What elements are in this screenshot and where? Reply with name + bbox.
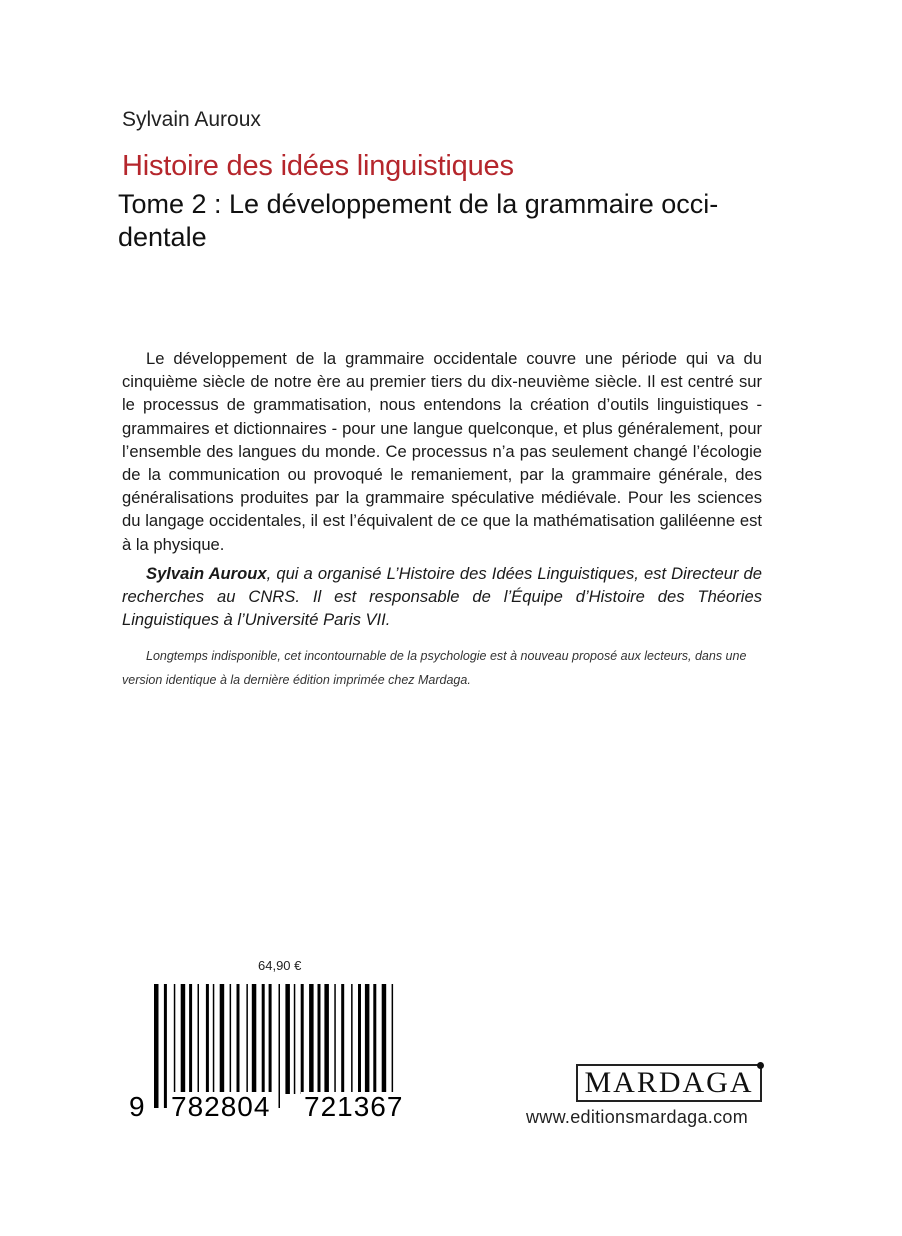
barcode-digits: [126, 1092, 422, 1124]
barcode-bar: [358, 984, 361, 1094]
barcode-bar: [373, 984, 376, 1094]
barcode-bar: [279, 984, 281, 1108]
barcode-bar: [246, 984, 248, 1094]
barcode-left-group: 782804: [168, 1092, 273, 1122]
summary-paragraph: Le développement de la grammaire occidentale couvre une période qui va du cinquième siècle de notre ère au premier tiers du dix-neuvième siècle. Il est centré sur le processus de grammatisation, nous entendons la création d’outils linguistiques - grammaires et dictionnaires - pour une langue quelconque, et plus généralement, pour l’ensemble des langues du monde. Ce processus n’a pas seulement changé l’écologie de la communication ou provoqué le remaniement, par la grammaire générale, des généralisations produites par la grammaire spéculative médiévale. Pour les sciences du langage occidentales, il est l’équivalent de ce que la mathématisation galiléenne est à la physique.: [122, 349, 762, 554]
barcode-bar: [174, 984, 176, 1094]
book-subtitle: Tome 2 : Le développement de la grammaire occi-dentale: [118, 189, 719, 252]
edition-note-text: Longtemps indisponible, cet incontournable de la psychologie est à nouveau proposé aux lecteurs, dans une version identique à la dernière édition imprimée chez Mardaga.: [122, 649, 747, 687]
barcode-bar: [154, 984, 159, 1108]
price-label: 64,90 €: [258, 958, 302, 973]
publisher-logo: [576, 1064, 762, 1102]
barcode-bar: [285, 984, 290, 1094]
barcode-bar: [220, 984, 225, 1094]
barcode-bar: [252, 984, 256, 1094]
author-name: Sylvain Auroux: [122, 108, 261, 131]
barcode-bar: [262, 984, 265, 1094]
barcode-bar: [164, 984, 167, 1108]
publisher-website: www.editionsmardaga.com: [526, 1107, 748, 1127]
barcode-bar: [318, 984, 321, 1094]
barcode-bar: [269, 984, 272, 1108]
barcode-bar: [206, 984, 209, 1094]
logo-dot-icon: [757, 1062, 764, 1069]
barcode-bar: [181, 984, 186, 1094]
edition-note: [122, 644, 782, 692]
bio-author-name: Sylvain Auroux: [146, 564, 267, 583]
bio-text: , qui a organisé L’Histoire des Idées Linguistiques, est Directeur de recherches au CNRS. Il est responsable de l’Équipe d’Histoire des Théories Linguistiques à l’Université Paris VII.: [122, 564, 763, 630]
barcode-bar: [198, 984, 200, 1094]
barcode-first-digit: 9: [126, 1092, 148, 1122]
barcode-bar: [301, 984, 304, 1094]
summary-text: [122, 347, 762, 556]
barcode-bar: [382, 984, 387, 1108]
barcode-bar: [392, 984, 394, 1108]
barcode-bar: [324, 984, 329, 1094]
barcode-bar: [341, 984, 344, 1094]
barcode-bar: [309, 984, 314, 1094]
barcode-bar: [334, 984, 336, 1094]
barcode-right-group: 721367: [301, 1092, 406, 1122]
author-bio: [122, 562, 762, 632]
barcode-bar: [294, 984, 296, 1094]
book-title: Histoire des idées linguistiques: [122, 150, 514, 182]
isbn-barcode: [126, 984, 422, 1124]
barcode-bar: [365, 984, 370, 1094]
barcode-bars: [126, 984, 422, 1108]
publisher-logo-text: MARDAGA: [584, 1066, 754, 1099]
barcode-bar: [237, 984, 240, 1094]
barcode-bar: [351, 984, 353, 1094]
barcode-bar: [213, 984, 215, 1094]
barcode-bar: [230, 984, 232, 1094]
barcode-bar: [189, 984, 192, 1094]
